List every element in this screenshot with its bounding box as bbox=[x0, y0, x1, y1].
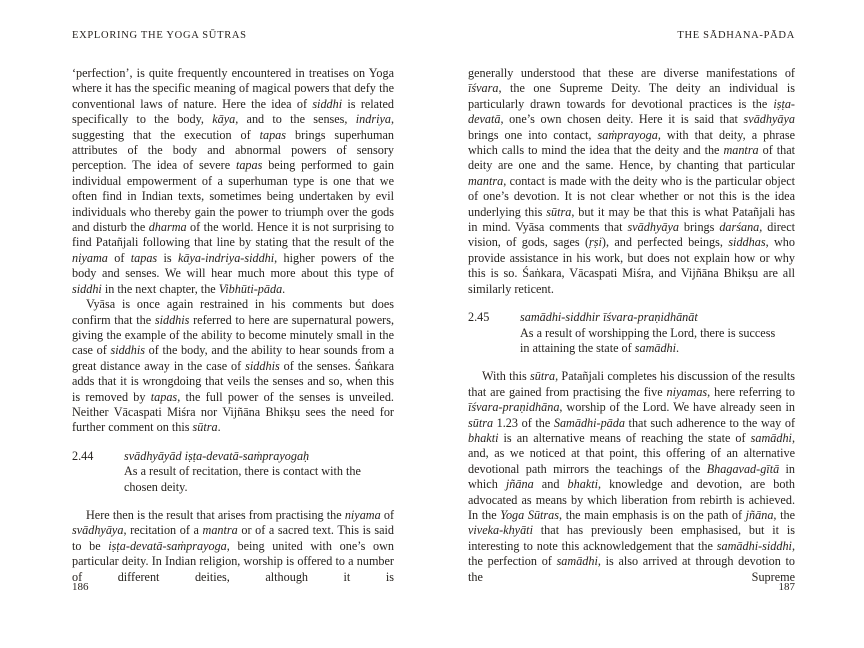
sutra-number: 2.44 bbox=[72, 448, 94, 463]
body-paragraph: Vyāsa is once again restrained in his comments but does confirm that the siddhis referred to here are supernatural powers, giving the example of the ability to become minutely small in the case of siddhis of the body, and the ability to hear sounds from a great distance away in the case of siddhis of the senses. Śaṅkara adds that it is wrongdoing that veils the senses and so, when this is removed by tapas, the full power of the senses is unveiled. Neither Vācaspati Miśra nor Vijñāna Bhikṣu sees the need for further comment on this sūtra. bbox=[72, 297, 394, 435]
right-page bbox=[468, 30, 795, 630]
left-page bbox=[72, 30, 394, 630]
sutra-text bbox=[520, 310, 795, 356]
sutra-translation: As a result of worshipping the Lord, there is success in attaining the state of samādhi. bbox=[520, 325, 776, 355]
body-paragraph: With this sūtra, Patañjali completes his discussion of the results that are gained from practising the five niyamas, here referring to īśvara-praṇidhāna, worship of the Lord. We have already seen in sūtra 1.23 of the Samādhi-pāda that such adherence to the way of bhakti is an alternative means of reaching the state of samādhi, and, as we noticed at that point, this offering of an alternative devotional path mirrors the teachings of the Bhagavad-gītā in which jñāna and bhakti, knowledge and devotion, are both advocated as means by which liberation from rebirth is achieved. In the Yoga Sūtras, the main emphasis is on the path of jñāna, the viveka-khyāti that has previously been emphasised, but it is interesting to note this acknowledgement that the samādhi-siddhi, the perfection of samādhi, is also arrived at through devotion to the Supreme bbox=[468, 369, 796, 584]
sutra-text bbox=[124, 449, 394, 495]
body-paragraph: Here then is the result that arises from practising the niyama of svādhyāya, recitation of a mantra or of a sacred text. This is said to be iṣṭa-devatā-saṁprayoga, being united with one’s own particular deity. In Indian religion, worship is offered to a number of different deities, although it is bbox=[72, 507, 395, 584]
body-paragraph: ‘perfection’, is quite frequently encountered in treatises on Yoga where it has the specific meaning of magical powers that defy the conventional laws of nature. Here the idea of siddhi is related specifically to the body, kāya, and to the senses, indriya, suggesting that the execution of tapas brings superhuman attributes of the body and abnormal powers of sensory perception. The idea of severe tapas being performed to gain individual empowerment of a superhuman type is one that we often find in Indian texts, sometimes being undertaken by evil individuals who thereby gain the power to triumph over the gods and disturb the dharma of the world. Hence it is not surprising to find Patañjali following that line by stating that the result of the niyama of tapas is kāya-indriya-siddhi, higher powers of the body and senses. We will hear much more about this type of siddhi in the next chapter, the Vibhūti-pāda. bbox=[72, 66, 395, 296]
sutra-sanskrit: samādhi-siddhir īśvara-praṇidhānāt bbox=[520, 310, 698, 325]
right-page-body bbox=[468, 66, 795, 585]
sutra-number: 2.45 bbox=[468, 310, 490, 325]
running-head-right: THE SĀDHANA-PĀDA bbox=[677, 30, 795, 41]
running-head-left: EXPLORING THE YOGA SŪTRAS bbox=[72, 30, 247, 41]
sutra-block-2-45 bbox=[468, 310, 795, 356]
left-page-body bbox=[72, 66, 394, 585]
sutra-block-2-44 bbox=[72, 449, 394, 495]
sutra-translation: As a result of recitation, there is contact with the chosen deity. bbox=[124, 464, 361, 494]
body-paragraph: generally understood that these are diverse manifestations of īśvara, the one Supreme Deity. The deity an individual is particularly drawn towards for devotional practices is the iṣṭa-devatā, one’s own chosen deity. Here it is said that svādhyāya brings one into contact, saṁprayoga, with that deity, a phrase which calls to mind the idea that the deity and the mantra of that deity are one and the same. Hence, by chanting that particular mantra, contact is made with the deity who is the particular object of one’s devotion. It is not clear whether or not this is the idea underlying this sūtra, but it may be that this is what Patañjali has in mind. Vyāsa comments that svādhyāya brings darśana, direct vision, of gods, sages (ṛṣi), and perfected beings, siddhas, who provide assistance in his work, but does not explain how or why this is so. Śaṅkara, Vācaspati Miśra, and Vijñāna Bhikṣu are all similarly reticent. bbox=[468, 66, 796, 296]
page-number-left: 186 bbox=[72, 581, 89, 593]
sutra-sanskrit: svādhyāyād iṣṭa-devatā-saṁprayogaḥ bbox=[124, 448, 310, 463]
page-number-right: 187 bbox=[778, 581, 795, 593]
